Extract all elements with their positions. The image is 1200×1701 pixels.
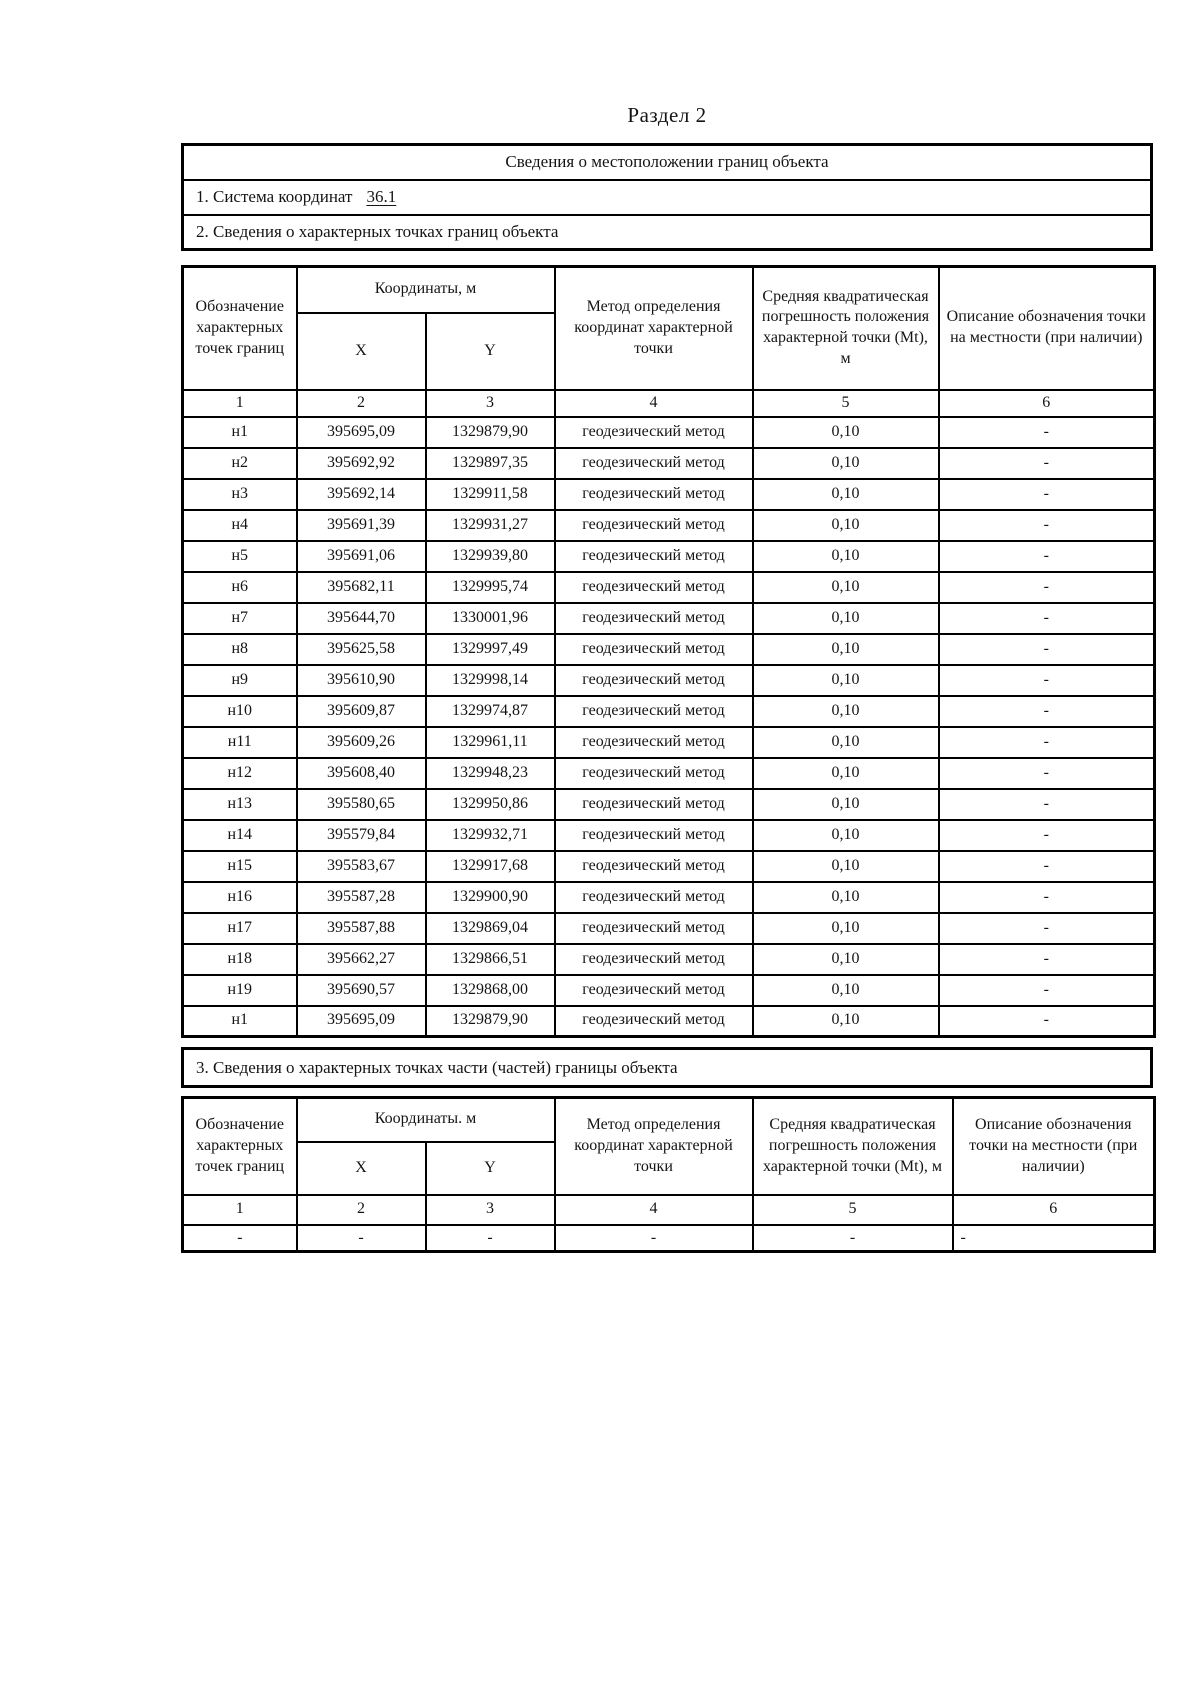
document-content bbox=[181, 103, 1153, 1253]
column-number: 6 bbox=[939, 390, 1155, 417]
cell-desc: - bbox=[939, 820, 1155, 851]
cell-method: геодезический метод bbox=[555, 479, 753, 510]
coordinate-system-cell bbox=[183, 180, 1152, 215]
table1-column-numbers-row bbox=[183, 390, 1155, 417]
cell-error: 0,10 bbox=[753, 634, 939, 665]
cell-point: н14 bbox=[183, 820, 297, 851]
header-point-designation: Обозначение характерных точек границ bbox=[183, 267, 297, 390]
header-error: Средняя квадратическая погрешность положения характерной точки (Mt), м bbox=[753, 1098, 953, 1195]
table-row bbox=[183, 789, 1155, 820]
cell-desc: - bbox=[939, 789, 1155, 820]
table-row bbox=[183, 510, 1155, 541]
table-row bbox=[183, 820, 1155, 851]
table-row bbox=[183, 417, 1155, 448]
cell-error: 0,10 bbox=[753, 510, 939, 541]
cell-error: 0,10 bbox=[753, 572, 939, 603]
cell-error: 0,10 bbox=[753, 789, 939, 820]
header-coordinates: Координаты. м bbox=[297, 1098, 555, 1142]
cell-y: 1329866,51 bbox=[426, 944, 555, 975]
cell-point: н1 bbox=[183, 1006, 297, 1037]
cell-desc: - bbox=[939, 603, 1155, 634]
page-title: Раздел 2 bbox=[627, 103, 707, 127]
cell-point: н8 bbox=[183, 634, 297, 665]
cell-x: 395609,87 bbox=[297, 696, 426, 727]
column-number: 3 bbox=[426, 1195, 555, 1225]
cell-x: 395682,11 bbox=[297, 572, 426, 603]
cell-y: 1329948,23 bbox=[426, 758, 555, 789]
cell-error: 0,10 bbox=[753, 417, 939, 448]
cell-y: 1329897,35 bbox=[426, 448, 555, 479]
header-description: Описание обозначения точки на местности (при наличии) bbox=[939, 267, 1155, 390]
cell-error: 0,10 bbox=[753, 727, 939, 758]
cell-y: - bbox=[426, 1225, 555, 1252]
cell-y: 1329879,90 bbox=[426, 417, 555, 448]
header-x: X bbox=[297, 1142, 426, 1195]
cell-method: геодезический метод bbox=[555, 603, 753, 634]
header-error: Средняя квадратическая погрешность положения характерной точки (Mt), м bbox=[753, 267, 939, 390]
table-row bbox=[183, 479, 1155, 510]
header-coordinates: Координаты, м bbox=[297, 267, 555, 313]
cell-point: н11 bbox=[183, 727, 297, 758]
cell-x: 395690,57 bbox=[297, 975, 426, 1006]
cell-point: н6 bbox=[183, 572, 297, 603]
cell-desc: - bbox=[939, 1006, 1155, 1037]
cell-desc: - bbox=[939, 975, 1155, 1006]
cell-error: 0,10 bbox=[753, 820, 939, 851]
table-row bbox=[183, 603, 1155, 634]
cell-method: геодезический метод bbox=[555, 665, 753, 696]
cell-point: н5 bbox=[183, 541, 297, 572]
table-row bbox=[183, 696, 1155, 727]
cell-error: - bbox=[753, 1225, 953, 1252]
cell-x: 395608,40 bbox=[297, 758, 426, 789]
cell-method: геодезический метод bbox=[555, 417, 753, 448]
column-number: 4 bbox=[555, 1195, 753, 1225]
cell-desc: - bbox=[939, 696, 1155, 727]
column-number: 5 bbox=[753, 1195, 953, 1225]
table-row bbox=[183, 882, 1155, 913]
cell-point: н9 bbox=[183, 665, 297, 696]
cell-method: геодезический метод bbox=[555, 758, 753, 789]
cell-point: н1 bbox=[183, 417, 297, 448]
cell-y: 1330001,96 bbox=[426, 603, 555, 634]
boundary-points-table bbox=[181, 265, 1156, 1038]
cell-x: 395625,58 bbox=[297, 634, 426, 665]
cell-desc: - bbox=[939, 944, 1155, 975]
table-row bbox=[183, 448, 1155, 479]
cell-desc: - bbox=[939, 851, 1155, 882]
cell-method: геодезический метод bbox=[555, 913, 753, 944]
cell-x: 395609,26 bbox=[297, 727, 426, 758]
cell-error: 0,10 bbox=[753, 448, 939, 479]
cell-point: н2 bbox=[183, 448, 297, 479]
header-description: Описание обозначения точки на местности (при наличии) bbox=[953, 1098, 1155, 1195]
cell-method: геодезический метод bbox=[555, 634, 753, 665]
table-row bbox=[183, 665, 1155, 696]
cell-y: 1329868,00 bbox=[426, 975, 555, 1006]
column-number: 4 bbox=[555, 390, 753, 417]
cell-error: 0,10 bbox=[753, 913, 939, 944]
column-number: 2 bbox=[297, 390, 426, 417]
column-number: 1 bbox=[183, 1195, 297, 1225]
column-number: 3 bbox=[426, 390, 555, 417]
cell-x: 395587,28 bbox=[297, 882, 426, 913]
cell-desc: - bbox=[939, 510, 1155, 541]
intro-title-row bbox=[183, 145, 1152, 180]
cell-method: геодезический метод bbox=[555, 1006, 753, 1037]
cell-error: 0,10 bbox=[753, 541, 939, 572]
cell-point: н12 bbox=[183, 758, 297, 789]
table1-header-row-1 bbox=[183, 267, 1155, 313]
cell-y: 1329997,49 bbox=[426, 634, 555, 665]
cell-desc: - bbox=[939, 634, 1155, 665]
cell-desc: - bbox=[939, 758, 1155, 789]
header-y: Y bbox=[426, 1142, 555, 1195]
cell-y: 1329932,71 bbox=[426, 820, 555, 851]
section3-title: 3. Сведения о характерных точках части (частей) границы объекта bbox=[183, 1049, 1152, 1087]
cell-y: 1329900,90 bbox=[426, 882, 555, 913]
header-y: Y bbox=[426, 313, 555, 390]
cell-point: н3 bbox=[183, 479, 297, 510]
table-row bbox=[183, 1225, 1155, 1252]
section2-title-row bbox=[183, 215, 1152, 250]
table-row bbox=[183, 758, 1155, 789]
cell-y: 1329869,04 bbox=[426, 913, 555, 944]
table-row bbox=[183, 975, 1155, 1006]
cell-method: геодезический метод bbox=[555, 727, 753, 758]
cell-error: 0,10 bbox=[753, 944, 939, 975]
coordinate-system-value: 36.1 bbox=[366, 187, 397, 206]
table-row bbox=[183, 944, 1155, 975]
cell-method: геодезический метод bbox=[555, 510, 753, 541]
cell-y: 1329939,80 bbox=[426, 541, 555, 572]
cell-desc: - bbox=[939, 541, 1155, 572]
cell-error: 0,10 bbox=[753, 696, 939, 727]
cell-point: н17 bbox=[183, 913, 297, 944]
cell-method: геодезический метод bbox=[555, 696, 753, 727]
cell-point: н15 bbox=[183, 851, 297, 882]
cell-error: 0,10 bbox=[753, 882, 939, 913]
table1-body bbox=[183, 417, 1155, 1037]
cell-desc: - bbox=[939, 572, 1155, 603]
cell-x: 395583,67 bbox=[297, 851, 426, 882]
cell-error: 0,10 bbox=[753, 758, 939, 789]
cell-point: н7 bbox=[183, 603, 297, 634]
section3-title-box bbox=[181, 1047, 1153, 1088]
header-method: Метод определения координат характерной точки bbox=[555, 1098, 753, 1195]
cell-method: - bbox=[555, 1225, 753, 1252]
cell-y: 1329931,27 bbox=[426, 510, 555, 541]
cell-error: 0,10 bbox=[753, 665, 939, 696]
cell-error: 0,10 bbox=[753, 1006, 939, 1037]
cell-x: - bbox=[297, 1225, 426, 1252]
cell-method: геодезический метод bbox=[555, 820, 753, 851]
cell-x: 395579,84 bbox=[297, 820, 426, 851]
cell-x: 395691,39 bbox=[297, 510, 426, 541]
cell-method: геодезический метод bbox=[555, 448, 753, 479]
cell-method: геодезический метод bbox=[555, 975, 753, 1006]
cell-error: 0,10 bbox=[753, 479, 939, 510]
cell-x: 395695,09 bbox=[297, 417, 426, 448]
cell-x: 395692,92 bbox=[297, 448, 426, 479]
cell-method: геодезический метод bbox=[555, 851, 753, 882]
cell-method: геодезический метод bbox=[555, 789, 753, 820]
cell-y: 1329961,11 bbox=[426, 727, 555, 758]
cell-x: 395691,06 bbox=[297, 541, 426, 572]
cell-point: н19 bbox=[183, 975, 297, 1006]
cell-y: 1329911,58 bbox=[426, 479, 555, 510]
cell-y: 1329998,14 bbox=[426, 665, 555, 696]
cell-method: геодезический метод bbox=[555, 944, 753, 975]
cell-error: 0,10 bbox=[753, 851, 939, 882]
cell-y: 1329879,90 bbox=[426, 1006, 555, 1037]
table-row bbox=[183, 913, 1155, 944]
cell-desc: - bbox=[953, 1225, 1155, 1252]
cell-y: 1329995,74 bbox=[426, 572, 555, 603]
header-x: X bbox=[297, 313, 426, 390]
cell-y: 1329950,86 bbox=[426, 789, 555, 820]
coordinate-system-label: 1. Система координат bbox=[196, 187, 353, 206]
cell-method: геодезический метод bbox=[555, 882, 753, 913]
section2-title: 2. Сведения о характерных точках границ объекта bbox=[183, 215, 1152, 250]
cell-x: 395580,65 bbox=[297, 789, 426, 820]
cell-point: н13 bbox=[183, 789, 297, 820]
table2-column-numbers-row bbox=[183, 1195, 1155, 1225]
cell-x: 395692,14 bbox=[297, 479, 426, 510]
cell-x: 395662,27 bbox=[297, 944, 426, 975]
table-row bbox=[183, 634, 1155, 665]
cell-y: 1329917,68 bbox=[426, 851, 555, 882]
table-row bbox=[183, 1006, 1155, 1037]
table2-header-row-1 bbox=[183, 1098, 1155, 1142]
cell-desc: - bbox=[939, 417, 1155, 448]
cell-x: 395610,90 bbox=[297, 665, 426, 696]
header-point-designation: Обозначение характерных точек границ bbox=[183, 1098, 297, 1195]
table-row bbox=[183, 541, 1155, 572]
cell-y: 1329974,87 bbox=[426, 696, 555, 727]
column-number: 2 bbox=[297, 1195, 426, 1225]
cell-error: 0,10 bbox=[753, 603, 939, 634]
cell-desc: - bbox=[939, 727, 1155, 758]
cell-desc: - bbox=[939, 448, 1155, 479]
cell-method: геодезический метод bbox=[555, 572, 753, 603]
table-row bbox=[183, 727, 1155, 758]
cell-error: 0,10 bbox=[753, 975, 939, 1006]
cell-desc: - bbox=[939, 479, 1155, 510]
coordinate-system-row bbox=[183, 180, 1152, 215]
cell-desc: - bbox=[939, 913, 1155, 944]
cell-point: н18 bbox=[183, 944, 297, 975]
cell-x: 395644,70 bbox=[297, 603, 426, 634]
cell-x: 395695,09 bbox=[297, 1006, 426, 1037]
cell-point: н4 bbox=[183, 510, 297, 541]
header-method: Метод определения координат характерной точки bbox=[555, 267, 753, 390]
column-number: 5 bbox=[753, 390, 939, 417]
cell-point: н16 bbox=[183, 882, 297, 913]
cell-x: 395587,88 bbox=[297, 913, 426, 944]
column-number: 1 bbox=[183, 390, 297, 417]
table2-body bbox=[183, 1225, 1155, 1252]
cell-desc: - bbox=[939, 882, 1155, 913]
table-row bbox=[183, 851, 1155, 882]
cell-point: - bbox=[183, 1225, 297, 1252]
section3-title-row bbox=[183, 1049, 1152, 1087]
intro-table bbox=[181, 143, 1153, 251]
cell-method: геодезический метод bbox=[555, 541, 753, 572]
cell-desc: - bbox=[939, 665, 1155, 696]
boundary-parts-table bbox=[181, 1096, 1156, 1253]
column-number: 6 bbox=[953, 1195, 1155, 1225]
table-row bbox=[183, 572, 1155, 603]
cell-point: н10 bbox=[183, 696, 297, 727]
intro-title: Сведения о местоположении границ объекта bbox=[183, 145, 1152, 180]
